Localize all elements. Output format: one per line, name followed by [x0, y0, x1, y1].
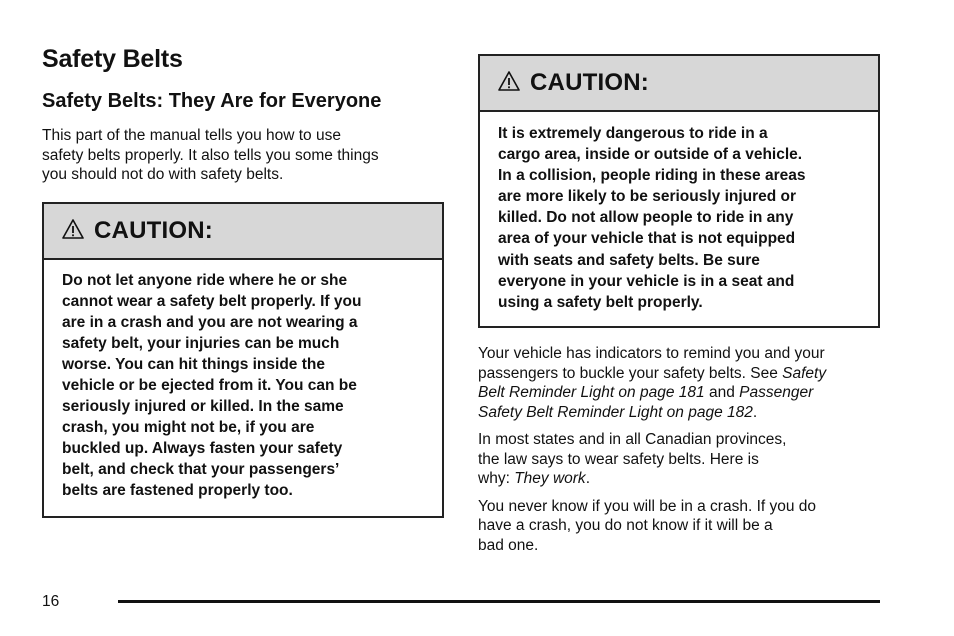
section-title: Safety Belts: They Are for Everyone [42, 90, 382, 112]
text-span: . [585, 470, 590, 487]
crash-paragraph: You never know if you will be in a crash. If you do have a crash, you do not know if it will be a bad one. [478, 497, 817, 554]
right-paragraphs [478, 344, 880, 555]
right-column [478, 54, 880, 555]
cross-reference-link: Passenger Safety Belt Reminder Light on page 182 [478, 384, 814, 421]
text-span: . [752, 403, 758, 421]
caution-box-left [42, 202, 444, 518]
text-span: Your vehicle has indicators to remind you and your passengers to buckle your safety belts. See [478, 345, 825, 382]
law-paragraph [478, 430, 880, 489]
caution-box-right [478, 54, 880, 328]
text-span: In most states and in all Canadian provinces, the law says to wear safety belts. Here is why: [478, 431, 787, 487]
caution-text: It is extremely dangerous to ride in a cargo area, inside or outside of a vehicle. In a collision, people riding in these areas are more likely to be seriously injured or killed. Do not allow people to ride in any area of your vehicle that is not equipped with seats and safety belts. Be sure everyone in your vehicle is in a seat and using a safety belt properly. [498, 125, 806, 311]
caution-label: CAUTION: [530, 69, 649, 96]
page-title: Safety Belts [42, 45, 183, 73]
warning-triangle-icon [498, 70, 520, 92]
intro-paragraph: This part of the manual tells you how to use safety belts properly. It also tells you some things you should not do with safety belts. [42, 127, 379, 183]
left-column [42, 42, 444, 518]
caution-header [480, 56, 878, 112]
caution-header [44, 204, 442, 260]
page-number: 16 [42, 593, 60, 610]
emphasis-text: They work [514, 470, 586, 487]
reminder-paragraph [478, 344, 880, 422]
warning-triangle-icon [62, 218, 84, 240]
caution-label: CAUTION: [94, 216, 213, 244]
text-span: and [704, 384, 740, 401]
cross-reference-link: Safety Belt Reminder Light on page 181 [478, 364, 827, 401]
footer-rule [118, 600, 880, 603]
caution-text: Do not let anyone ride where he or she cannot wear a safety belt properly. If you are in a crash and you are not wearing a safety belt, your injuries can be much worse. You can hit things inside the vehicle or be ejected from it. You can be seriously injured or killed. In the same crash, you might not be, if you are buckled up. Always fasten your safety belt, and check that your passengers’ belts are fastened properly too. [62, 271, 362, 500]
